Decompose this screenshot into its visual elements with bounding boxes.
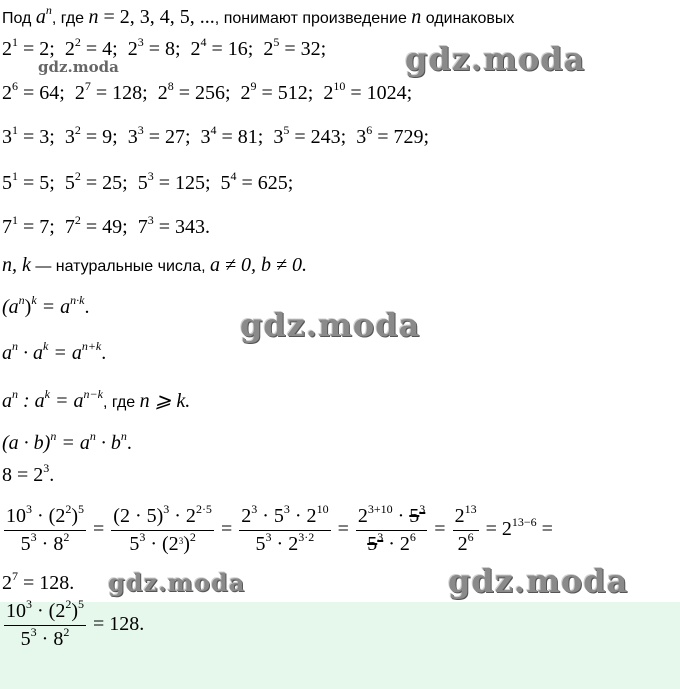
- rule4-e2: n: [120, 429, 127, 443]
- answer-den: [4, 625, 86, 651]
- rule-product-power: [2, 429, 132, 455]
- power-base: 2: [2, 38, 12, 60]
- rule2-exp1: n: [12, 339, 18, 353]
- power-value: = 729;: [372, 126, 430, 148]
- math-token: · (2: [32, 600, 66, 622]
- power-value: = 9;: [80, 126, 128, 148]
- math-token: 3: [178, 536, 184, 546]
- solution-tail: [501, 515, 553, 541]
- math-token: · (2: [32, 505, 66, 527]
- math-token: 2: [457, 533, 468, 555]
- fraction-2-den: [111, 530, 214, 556]
- power-base: 3: [64, 126, 75, 148]
- equals-3: =: [337, 518, 349, 541]
- power-exponent: 10: [333, 79, 346, 93]
- math-token: ): [71, 505, 78, 527]
- fraction-5-num: [453, 502, 479, 530]
- math-token: 3: [139, 530, 146, 544]
- math-token: · 2: [289, 505, 317, 527]
- rule-product: [2, 339, 107, 365]
- math-token: 5: [78, 597, 84, 611]
- math-token: 13: [464, 502, 477, 516]
- math-token: 3: [30, 530, 37, 544]
- fraction-5-den: [453, 530, 479, 556]
- math-token: 10: [6, 600, 26, 622]
- intro-var-n2: n: [411, 6, 422, 28]
- power-exponent: 3: [137, 123, 144, 137]
- math-token: = 128.: [18, 572, 75, 594]
- power-value: = 125;: [153, 172, 221, 194]
- power-exponent: 3: [147, 169, 154, 183]
- math-token: 5: [20, 533, 31, 555]
- rule3-rhs-exp: n−k: [83, 387, 103, 401]
- math-token: · 8: [36, 628, 64, 650]
- rule2-dot: · a: [18, 342, 43, 364]
- power-value: = 81;: [216, 126, 274, 148]
- eight-end: .: [49, 464, 55, 486]
- power-base: 2: [157, 82, 168, 104]
- intro-var-n: n: [88, 6, 99, 28]
- math-token: · 2: [169, 505, 196, 527]
- fraction-1: [4, 502, 86, 556]
- rule1-lhs: (a: [2, 296, 19, 318]
- power-exponent: 4: [210, 123, 217, 137]
- math-token: 3: [251, 502, 258, 516]
- power-exponent: 1: [12, 123, 18, 137]
- math-token: 3: [26, 597, 32, 611]
- power-base: 7: [137, 216, 148, 238]
- rule3-div: : a: [18, 390, 45, 412]
- equals-5: =: [485, 518, 497, 541]
- fraction-1-den: [4, 530, 86, 556]
- rule3-eq: = a: [50, 390, 84, 412]
- power-value: = 25;: [80, 172, 138, 194]
- natural-line: [2, 254, 307, 277]
- power-exponent: 1: [12, 35, 18, 49]
- rule4-e1: n: [89, 429, 96, 443]
- power-exponent: 2: [74, 123, 81, 137]
- power-base: 3: [127, 126, 138, 148]
- power-exponent: 6: [12, 79, 18, 93]
- intro-exp: n: [45, 3, 52, 17]
- power-value: = 2;: [18, 38, 65, 60]
- math-token: 2: [357, 505, 368, 527]
- watermark-small: gdz.moda: [38, 58, 119, 76]
- intro-suffix: , понимают произведение: [214, 10, 412, 27]
- math-token: 2: [241, 505, 252, 527]
- watermark-bottom-right: gdz.moda: [448, 562, 629, 600]
- power-value: = 343.: [153, 216, 210, 238]
- final-answer: [2, 597, 145, 651]
- math-token: 13−6: [511, 515, 537, 530]
- power-base: 2: [240, 82, 251, 104]
- power-value: = 256;: [173, 82, 241, 104]
- math-token: · (2: [145, 533, 179, 555]
- watermark-top-right: gdz.moda: [405, 40, 586, 78]
- math-token: 5: [409, 505, 420, 527]
- power-base: 5: [2, 172, 12, 194]
- power-base: 3: [2, 126, 12, 148]
- math-token: 2·5: [195, 502, 212, 516]
- math-token: 6: [467, 530, 474, 544]
- power-exponent: 2: [74, 35, 81, 49]
- power-exponent: 8: [167, 79, 174, 93]
- rule2-end: .: [101, 342, 107, 364]
- power-base: 7: [2, 216, 12, 238]
- power-base: 2: [190, 38, 201, 60]
- math-token: 5: [78, 502, 84, 516]
- power-base: 5: [220, 172, 231, 194]
- rule-power-of-power: [2, 293, 90, 319]
- math-token: 3: [419, 502, 426, 516]
- rule2-eq: = a: [48, 342, 82, 364]
- rule3-text: , где: [102, 394, 140, 411]
- powers-of-five-row: [2, 169, 294, 195]
- math-token: 2: [65, 502, 72, 516]
- math-token: 5: [367, 533, 378, 555]
- rule4-eq: = a: [56, 432, 90, 454]
- rule4-mid: · b: [95, 432, 121, 454]
- math-token: 3: [30, 625, 37, 639]
- power-value: = 49;: [80, 216, 138, 238]
- power-exponent: 1: [12, 213, 18, 227]
- math-token: 2: [454, 505, 465, 527]
- math-token: 2: [501, 518, 512, 541]
- math-token: =: [536, 518, 553, 541]
- power-value: = 32;: [279, 38, 327, 60]
- rule2-a: a: [2, 342, 12, 364]
- math-token: 2: [65, 597, 72, 611]
- power-value: = 7;: [18, 216, 65, 238]
- power-base: 2: [323, 82, 334, 104]
- intro-base: a: [35, 6, 46, 28]
- math-token: 3·2: [298, 530, 315, 544]
- answer-fraction: [4, 597, 86, 651]
- power-exponent: 3: [137, 35, 144, 49]
- math-token: 10: [316, 502, 329, 516]
- equals-4: =: [434, 518, 446, 541]
- power-value: = 8;: [143, 38, 191, 60]
- power-base: 3: [200, 126, 211, 148]
- fraction-3-den: [239, 530, 330, 556]
- power-value: = 5;: [18, 172, 65, 194]
- watermark-middle: gdz.moda: [240, 306, 421, 344]
- power-exponent: 4: [200, 35, 207, 49]
- math-token: ·: [392, 505, 410, 527]
- power-value: = 625;: [236, 172, 294, 194]
- power-base: 3: [356, 126, 367, 148]
- math-token: 3: [26, 502, 32, 516]
- rule4-end: .: [126, 432, 132, 454]
- math-token: · 2: [271, 533, 299, 555]
- rule1-rhs-exp: n·k: [70, 293, 85, 307]
- rule2-rhs-exp: n+k: [81, 339, 102, 353]
- power-value: = 128;: [90, 82, 158, 104]
- eight-identity: [2, 461, 55, 487]
- solution-chain: [2, 502, 553, 556]
- power-base: 2: [2, 82, 12, 104]
- rule1-end: .: [84, 296, 90, 318]
- powers-of-two-row-2: [2, 79, 413, 105]
- solution-result-line: [2, 569, 75, 595]
- rule2-exp2: k: [43, 339, 49, 353]
- power-value: = 3;: [18, 126, 65, 148]
- math-token: 2: [189, 530, 196, 544]
- math-token: 2: [63, 625, 70, 639]
- fraction-1-num: [4, 502, 86, 530]
- math-token: 3+10: [367, 502, 393, 516]
- power-value: = 16;: [206, 38, 264, 60]
- fraction-3: [239, 502, 330, 556]
- power-value: = 243;: [289, 126, 357, 148]
- power-base: 2: [64, 38, 75, 60]
- rule3-exp2: k: [44, 387, 50, 401]
- power-exponent: 5: [283, 123, 290, 137]
- math-token: 7: [12, 569, 18, 583]
- powers-of-three-row: [2, 123, 430, 149]
- eight-lhs: 8 = 2: [2, 464, 44, 486]
- intro-prefix: Под: [2, 10, 36, 27]
- power-value: = 64;: [18, 82, 75, 104]
- math-token: 2: [2, 572, 12, 594]
- intro-middle: , где: [51, 10, 89, 27]
- watermark-bottom-left: gdz.moda: [108, 568, 246, 597]
- power-exponent: 7: [84, 79, 91, 93]
- natural-cond: a ≠ 0, b ≠ 0.: [210, 254, 307, 276]
- power-exponent: 6: [366, 123, 373, 137]
- power-value: = 27;: [143, 126, 201, 148]
- intro-tail: одинаковых: [421, 10, 515, 27]
- answer-result: = 128.: [88, 613, 145, 636]
- natural-vars: n, k: [2, 254, 31, 276]
- math-token: (2 · 5): [113, 505, 164, 527]
- rule-quotient: [2, 388, 190, 413]
- equals-2: =: [220, 518, 233, 541]
- fraction-2: [111, 502, 214, 556]
- rule1-close: ): [24, 296, 32, 318]
- eight-exp: 3: [43, 461, 50, 475]
- math-token: 5: [255, 533, 266, 555]
- power-exponent: 1: [12, 169, 18, 183]
- power-base: 2: [127, 38, 138, 60]
- rule1-lhs-exp: n: [18, 293, 25, 307]
- fraction-4: [356, 502, 427, 556]
- power-exponent: 2: [74, 169, 81, 183]
- math-token: ): [71, 600, 78, 622]
- math-token: · 5: [257, 505, 284, 527]
- math-token: 10: [6, 505, 26, 527]
- rule3-exp1: n: [12, 387, 18, 401]
- math-token: ): [183, 533, 190, 555]
- power-base: 3: [273, 126, 284, 148]
- rule4-lhs: (a · b): [2, 432, 51, 454]
- power-base: 5: [64, 172, 75, 194]
- power-base: 5: [137, 172, 148, 194]
- math-token: · 2: [383, 533, 410, 555]
- math-token: 3: [163, 502, 170, 516]
- equals-1: =: [93, 518, 105, 541]
- power-base: 7: [64, 216, 75, 238]
- power-exponent: 4: [230, 169, 237, 183]
- power-value: = 1024;: [345, 82, 413, 104]
- power-exponent: 5: [273, 35, 280, 49]
- fraction-5: [453, 502, 479, 556]
- power-exponent: 2: [74, 213, 81, 227]
- fraction-2-num: [111, 502, 214, 530]
- powers-of-seven-row: [2, 213, 210, 239]
- math-token: 2: [63, 530, 70, 544]
- answer-num: [4, 597, 86, 625]
- power-value: = 4;: [80, 38, 128, 60]
- natural-text: — натуральные числа,: [30, 258, 211, 275]
- intro-line: [2, 3, 515, 29]
- math-token: 3: [377, 530, 384, 544]
- rule1-eq: = a: [36, 296, 71, 318]
- math-token: 3: [283, 502, 290, 516]
- intro-values: = 2, 3, 4, 5, ...: [98, 6, 215, 28]
- fraction-4-den: [356, 530, 427, 556]
- fraction-4-num: [356, 502, 427, 530]
- rule4-exp: n: [50, 429, 57, 443]
- rule3-a: a: [2, 390, 12, 412]
- math-token: · 8: [36, 533, 64, 555]
- fraction-3-num: [239, 502, 330, 530]
- power-base: 2: [74, 82, 85, 104]
- rule1-outer-exp: k: [31, 293, 37, 307]
- power-exponent: 3: [147, 213, 154, 227]
- power-base: 2: [263, 38, 274, 60]
- math-token: 5: [129, 533, 140, 555]
- power-value: = 512;: [256, 82, 324, 104]
- power-exponent: 9: [250, 79, 257, 93]
- math-token: 5: [20, 628, 31, 650]
- rule3-cond: n ⩾ k.: [139, 390, 191, 412]
- math-token: 6: [409, 530, 416, 544]
- math-token: 3: [265, 530, 272, 544]
